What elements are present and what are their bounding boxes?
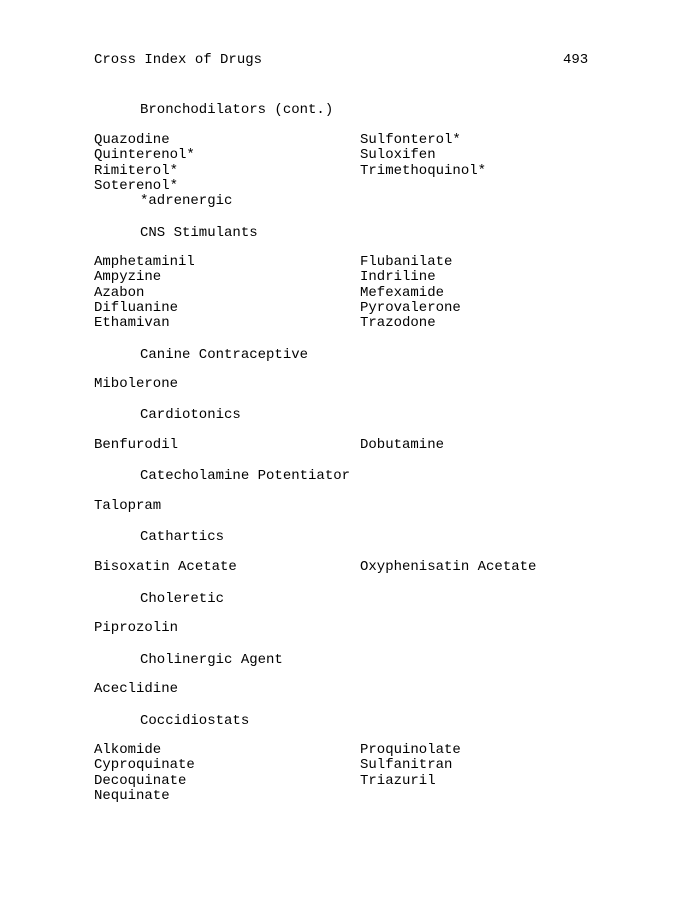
drug-list-left-cholinergic-agent [94, 682, 178, 697]
page-number: 493 [563, 52, 589, 68]
section-heading-cholinergic-agent: Cholinergic Agent [140, 652, 283, 668]
drug-item: Flubanilate [360, 254, 453, 270]
drug-item: Quazodine [94, 132, 170, 148]
drug-list-left-cardiotonics [94, 438, 178, 453]
drug-item: Decoquinate [94, 772, 187, 789]
drug-list-left-choleretic [94, 621, 178, 636]
footnote-adrenergic: *adrenergic [140, 193, 233, 210]
section-heading-cardiotonics: Cardiotonics [140, 407, 241, 423]
drug-item: Sulfanitran [360, 757, 453, 774]
drug-list-right-bronchodilators [360, 133, 486, 179]
drug-item: Quinterenol* [94, 147, 195, 164]
section-heading-cns-stimulants: CNS Stimulants [140, 225, 258, 241]
drug-list-left-canine-contraceptive [94, 377, 178, 392]
drug-item: Piprozolin [94, 620, 179, 636]
drug-item: Nequinate [94, 787, 170, 804]
drug-list-left-cns-stimulants [94, 255, 195, 331]
section-heading-choleretic: Choleretic [140, 591, 225, 607]
drug-item: Triazuril [360, 772, 436, 789]
drug-item: Soterenol* [94, 177, 179, 194]
drug-item: Trimethoquinol* [360, 162, 487, 179]
drug-item: Azabon [94, 284, 145, 301]
section-heading-canine-contraceptive: Canine Contraceptive [140, 347, 309, 363]
drug-item: Pyrovalerone [360, 299, 461, 316]
drug-list-right-coccidiostats [360, 743, 461, 789]
drug-item: Ampyzine [94, 269, 162, 286]
drug-item: Rimiterol* [94, 162, 179, 179]
section-heading-bronchodilators: Bronchodilators (cont.) [140, 102, 334, 118]
drug-item: Bisoxatin Acetate [94, 559, 237, 575]
section-heading-catecholamine-potentiator: Catecholamine Potentiator [140, 468, 351, 484]
drug-item: Proquinolate [360, 742, 461, 758]
drug-list-left-cathartics [94, 560, 237, 575]
drug-item: Cyproquinate [94, 757, 195, 774]
drug-item: Alkomide [94, 742, 162, 758]
drug-item: Mefexamide [360, 284, 445, 301]
drug-item: Dobutamine [360, 437, 445, 453]
drug-list-left-coccidiostats [94, 743, 195, 804]
drug-item: Aceclidine [94, 681, 179, 697]
drug-item: Indriline [360, 269, 436, 286]
drug-item: Talopram [94, 498, 162, 514]
drug-item: Trazodone [360, 315, 436, 332]
drug-item: Difluanine [94, 299, 179, 316]
drug-item: Benfurodil [94, 437, 179, 453]
drug-item: Mibolerone [94, 376, 179, 392]
drug-list-left-bronchodilators [94, 133, 232, 209]
drug-list-right-cathartics [360, 560, 536, 575]
drug-item: Oxyphenisatin Acetate [360, 559, 537, 575]
drug-item: Suloxifen [360, 147, 436, 164]
drug-item: Sulfonterol* [360, 132, 461, 148]
drug-item: Ethamivan [94, 315, 170, 332]
drug-item: Amphetaminil [94, 254, 195, 270]
drug-list-left-catecholamine-potentiator [94, 499, 161, 514]
running-header-title: Cross Index of Drugs [94, 52, 263, 68]
section-heading-coccidiostats: Coccidiostats [140, 713, 250, 729]
drug-list-right-cns-stimulants [360, 255, 461, 331]
section-heading-cathartics: Cathartics [140, 529, 225, 545]
drug-list-right-cardiotonics [360, 438, 444, 453]
